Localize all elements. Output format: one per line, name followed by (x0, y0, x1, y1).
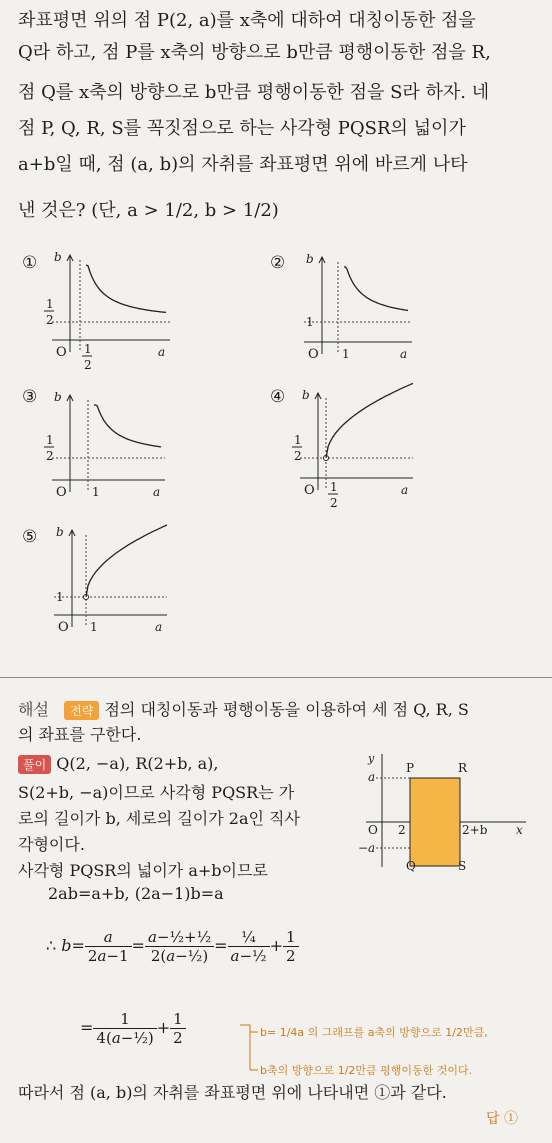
problem-line: a+b일 때, 점 (a, b)의 자취를 좌표평면 위에 바르게 나타 (18, 154, 468, 175)
equation-2: = $\frac{1}{\text{4(a−½)}}$ + $\frac{1}{2}$ (80, 1010, 186, 1047)
solve-line-5: 사각형 PQSR의 넓이가 a+b이므로 (18, 861, 268, 880)
rectangle-figure (356, 752, 536, 872)
fig-y-label: y (368, 752, 375, 765)
y-axis-label: b (54, 250, 62, 264)
conclusion: 따라서 점 (a, b)의 자취를 좌표평면 위에 나타내면 ①과 같다. (18, 1083, 447, 1102)
x-tick-label: 1 (342, 347, 350, 361)
y-tick-label: 1 (56, 590, 64, 604)
x-axis-label: a (401, 483, 409, 497)
equation-1: ∴ b= $\frac{a}{2a-1}$ = $\frac{\text{a−½+½}}{\text{2(a−½)}}$ = $\frac{\text{¼}}{\text{a−½}}$ + $\frac{1}{2}$ (46, 928, 299, 965)
strategy-text: 점의 대칭이동과 평행이동을 이용하여 세 점 Q, R, S (104, 700, 469, 719)
strategy-text-2: 의 좌표를 구한다. (18, 725, 142, 744)
choice-number: ② (270, 253, 286, 273)
problem-line: 좌표평면 위의 점 P(2, a)를 x축에 대하여 대칭이동한 점을 (18, 10, 476, 31)
solve-line-2: S(2+b, −a)이므로 사각형 PQSR는 가 (18, 783, 295, 802)
origin-label: O (304, 483, 315, 498)
solve-line-6: 2ab=a+b, (2a−1)b=a (48, 884, 224, 903)
solve-line-3: 로의 길이가 b, 세로의 길이가 2a인 직사 (18, 809, 300, 828)
fig-S: S (458, 859, 467, 872)
y-axis-label: b (54, 390, 62, 404)
solution-label: 해설 (18, 700, 49, 719)
fig-a-label: a (368, 770, 376, 784)
y-tick-label: 1 (306, 315, 314, 329)
fig-x-label: x (516, 823, 523, 837)
y-tick-num: 1 (46, 297, 54, 311)
x-tick-label: 1 (92, 485, 100, 499)
strategy-badge: 전략 (64, 701, 99, 720)
x-tick-den: 2 (330, 496, 338, 510)
origin-label: O (308, 347, 319, 362)
note-line-2: b축의 방향으로 1/2만큼 평행이동한 것이다. (260, 1064, 473, 1077)
fig-2b: 2+b (462, 823, 488, 837)
choice-number: ⑤ (22, 527, 38, 547)
answer: 답 ① (486, 1111, 518, 1127)
choice-number: ③ (22, 387, 38, 407)
y-tick-den: 2 (46, 449, 54, 463)
choice-number: ① (22, 253, 38, 273)
problem-line: Q라 하고, 점 P를 x축의 방향으로 b만큼 평행이동한 점을 R, (18, 42, 491, 63)
y-tick-num: 1 (46, 433, 54, 447)
y-tick-den: 2 (294, 449, 302, 463)
solve-text: Q(2, −a), R(2+b, a), (56, 754, 219, 773)
origin-label: O (56, 485, 67, 500)
y-tick-num: 1 (294, 433, 302, 447)
fig-rectangle (410, 778, 460, 866)
solve-line-4: 각형이다. (18, 835, 85, 854)
problem-line: 점 P, Q, R, S를 꼭짓점으로 하는 사각형 PQSR의 넓이가 (18, 118, 466, 139)
origin-label: O (58, 620, 69, 635)
x-axis-label: a (153, 485, 161, 499)
y-tick-den: 2 (46, 313, 54, 327)
x-tick-den: 2 (84, 358, 92, 372)
fig-Q: Q (406, 859, 416, 872)
fig-origin: O (368, 823, 378, 837)
x-tick-num: 1 (84, 342, 92, 356)
x-axis-label: a (155, 620, 163, 634)
y-axis-label: b (56, 525, 64, 539)
x-tick-label: 1 (90, 620, 98, 634)
x-axis-label: a (158, 345, 166, 359)
y-axis-label: b (302, 388, 310, 402)
problem-line: 점 Q를 x축의 방향으로 b만큼 평행이동한 점을 S라 하자. 네 (18, 82, 490, 103)
x-axis-label: a (400, 347, 408, 361)
solve-badge: 풀이 (18, 755, 51, 774)
origin-label: O (56, 345, 67, 360)
fig-neg-a-label: −a (358, 841, 376, 855)
y-axis-label: b (306, 252, 314, 266)
note-line-1: b= 1/4a 의 그래프를 a축의 방향으로 1/2만큼, (260, 1026, 488, 1039)
choice-number: ④ (270, 387, 286, 407)
fig-two: 2 (398, 823, 406, 837)
fig-P: P (406, 761, 415, 775)
x-tick-num: 1 (330, 480, 338, 494)
problem-line: 낸 것은? (단, a > 1/2, b > 1/2) (18, 200, 279, 221)
fig-R: R (458, 761, 468, 775)
